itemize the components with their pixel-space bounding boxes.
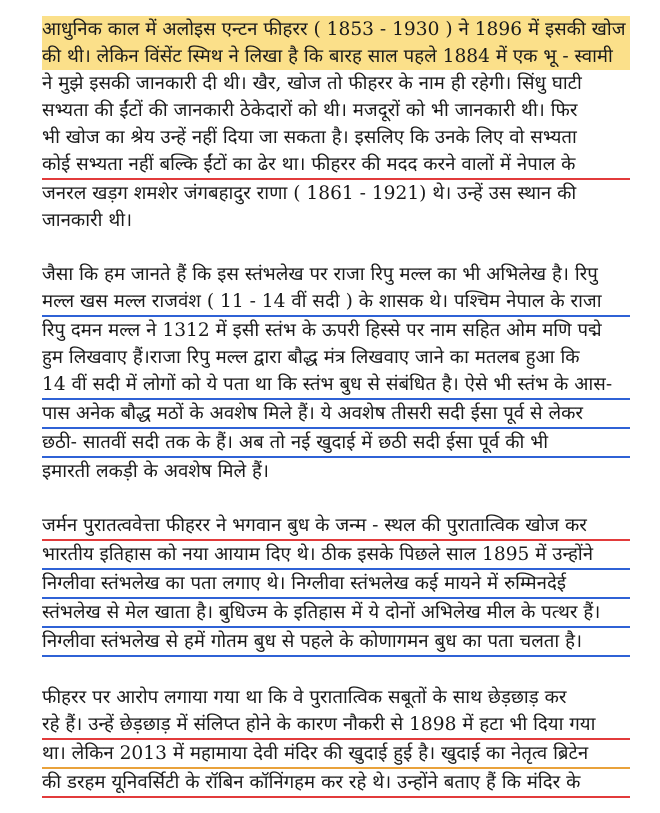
text-line: रिपु दमन मल्ल ने 1312 में इसी स्तंभ के ऊपरी हिस्से पर नाम सहित ओम मणि पद्मे — [42, 320, 602, 341]
paragraph-allegations — [42, 684, 630, 798]
text-line: छठी- सातवीं सदी तक के हैं। अब तो नई खुदाई में छठी सदी ईसा पूर्व की भी — [42, 429, 630, 458]
text-line: स्तंभलेख से मेल खाता है। बुधिज्म के इतिहास में ये दोनों अभिलेख मील के पत्थर हैं। — [42, 599, 630, 628]
text-line: निग्लीवा स्तंभलेख का पता लगाए थे। निग्लीवा स्तंभलेख कई मायने में रुम्मिनदेई — [42, 570, 630, 599]
text-line: की थी। लेकिन विंसेंट स्मिथ ने लिखा है कि बारह साल पहले 1884 में एक भू - स्वामी — [42, 43, 630, 70]
text-line: आधुनिक काल में अलोइस एन्टन फीहरर ( 1853 - 1930 ) ने 1896 में इसकी खोज — [42, 16, 630, 43]
text-line: पास अनेक बौद्ध मठों के अवशेष मिले हैं। ये अवशेष तीसरी सदी ईसा पूर्व से लेकर — [42, 400, 630, 429]
text-line: निग्लीवा स्तंभलेख से हमें गोतम बुध से पहले के कोणागमन बुध का पता चलता है। — [42, 628, 630, 657]
paragraph-nigliva — [42, 512, 630, 657]
text-line: 14 वीं सदी में लोगों को ये पता था कि स्तंभ बुध से संबंधित है। ऐसे भी स्तंभ के आस- — [42, 371, 630, 400]
text-line: भी खोज का श्रेय उन्हें नहीं दिया जा सकता है। इसलिए कि उनके लिए वो सभ्यता — [42, 127, 577, 148]
paragraph-fuhrer-discovery — [42, 16, 630, 234]
text-line: मल्ल खस मल्ल राजवंश ( 11 - 14 वीं सदी ) के शासक थे। पश्चिम नेपाल के राजा — [42, 288, 630, 317]
text-line: की डरहम यूनिवर्सिटी के रॉबिन कॉनिंगहम कर रहे थे। उन्होंने बताए हैं कि मंदिर के — [42, 769, 630, 798]
text-line: जैसा कि हम जानते हैं कि इस स्तंभलेख पर राजा रिपु मल्ल का भी अभिलेख है। रिपु — [42, 264, 598, 285]
text-line: इमारती लकड़ी के अवशेष मिले हैं। — [42, 461, 269, 482]
text-line: हुम लिखवाए हैं।राजा रिपु मल्ल द्वारा बौद्ध मंत्र लिखवाए जाने का मतलब हुआ कि — [42, 347, 580, 368]
text-line: सभ्यता की ईंटों की जानकारी ठेकेदारों को थी। मजदूरों को भी जानकारी थी। फिर — [42, 100, 578, 121]
text-line: जनरल खड़ग शमशेर जंगबहादुर राणा ( 1861 - 1921) थे। उन्हें उस स्थान की — [42, 183, 577, 204]
text-line: फीहरर पर आरोप लगाया गया था कि वे पुरातात्विक सबूतों के साथ छेड़छाड़ कर — [42, 687, 567, 708]
text-line: ने मुझे इसकी जानकारी दी थी। खैर, खोज तो फीहरर के नाम ही रहेगी। सिंधु घाटी — [42, 73, 582, 94]
text-line: जानकारी थी। — [42, 210, 133, 231]
text-line: जर्मन पुरातत्ववेत्ता फीहरर ने भगवान बुध के जन्म - स्थल की पुरातात्विक खोज कर — [42, 512, 630, 541]
text-line: रहे हैं। उन्हें छेड़छाड़ में संलिप्त होने के कारण नौकरी से 1898 में हटा भी दिया गया — [42, 711, 630, 740]
text-line: था। लेकिन 2013 में महामाया देवी मंदिर की खुदाई हुई है। खुदाई का नेतृत्व ब्रिटेन — [42, 740, 630, 769]
text-line: कोई सभ्यता नहीं बल्कि ईंटों का ढेर था। फीहरर की मदद करने वालों में नेपाल के — [42, 151, 630, 180]
text-line: भारतीय इतिहास को नया आयाम दिए थे। ठीक इसके पिछले साल 1895 में उन्होंने — [42, 541, 630, 570]
paragraph-ripu-malla — [42, 261, 630, 485]
